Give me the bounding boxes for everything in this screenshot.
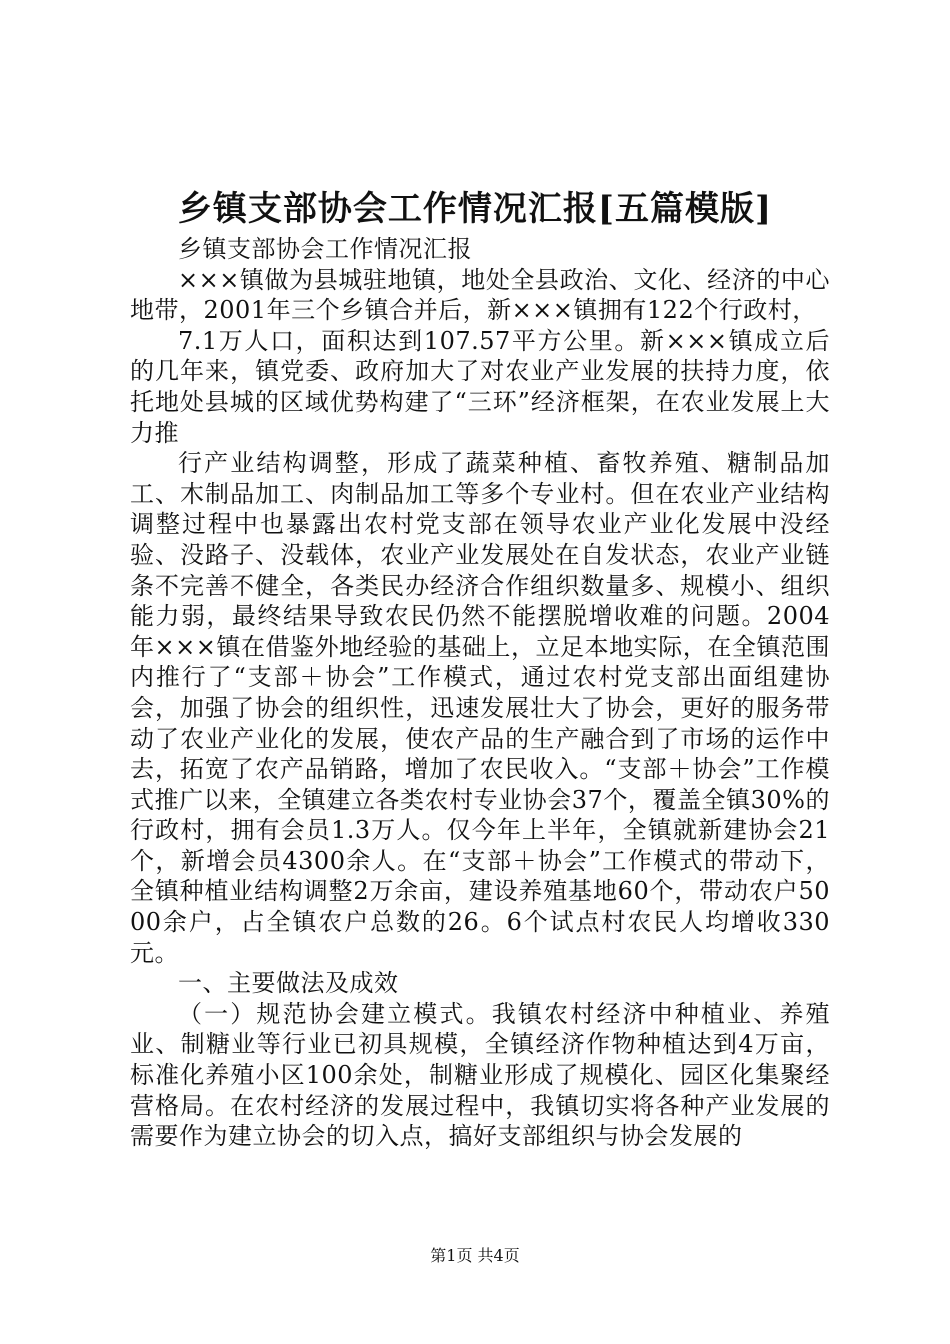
paragraph-section-one: （一）规范协会建立模式。我镇农村经济中种植业、养殖业、制糖业等行业已初具规模，全镇经济作物种植达到4万亩，标准化养殖小区100余处，制糖业形成了规模化、园区化集聚经营格局。在农村经济的发展过程中，我镇切实将各种产业发展的需要作为建立协会的切入点，搞好支部组织与协会发展的 bbox=[130, 999, 830, 1151]
paragraph-restructuring: 行产业结构调整，形成了蔬菜种植、畜牧养殖、糖制品加工、木制品加工、肉制品加工等多个专业村。但在农业产业结构调整过程中也暴露出农村党支部在领导农业产业化发展中没经验、没路子、没载体，农业产业发展处在自发状态，农业产业链条不完善不健全，各类民办经济合作组织数量多、规模小、组织能力弱，最终结果导致农民仍然不能摆脱增收难的问题。2004年×××镇在借鉴外地经验的基础上，立足本地实际，在全镇范围内推行了“支部＋协会”工作模式，通过农村党支部出面组建协会，加强了协会的组织性，迅速发展壮大了协会，更好的服务带动了农业产业化的发展，使农产品的生产融合到了市场的运作中去，拓宽了农产品销路，增加了农民收入。“支部＋协会”工作模式推广以来，全镇建立各类农村专业协会37个，覆盖全镇30%的行政村，拥有会员1.3万人。仅今年上半年，全镇就新建协会21个，新增会员4300余人。在“支部＋协会”工作模式的带动下，全镇种植业结构调整2万余亩，建设养殖基地60个，带动农户5000余户，占全镇农户总数的26。6个试点村农民人均增收330元。 bbox=[130, 449, 830, 967]
document-body bbox=[130, 234, 830, 1152]
page-title: 乡镇支部协会工作情况汇报[五篇模版] bbox=[177, 189, 773, 229]
paragraph-subtitle: 乡镇支部协会工作情况汇报 bbox=[178, 235, 472, 263]
paragraph-intro: ×××镇做为县城驻地镇，地处全县政治、文化、经济的中心地带，2001年三个乡镇合并后，新×××镇拥有122个行政村， bbox=[130, 265, 830, 325]
section-heading: 一、主要做法及成效 bbox=[178, 969, 399, 998]
page-footer: 第1页 共4页 bbox=[430, 1246, 520, 1265]
paragraph-population: 7.1万人口，面积达到107.57平方公里。新×××镇成立后的几年来，镇党委、政府加大了对农业产业发展的扶持力度，依托地处县城的区域优势构建了“三环”经济框架，在农业发展上大力推 bbox=[130, 326, 830, 447]
